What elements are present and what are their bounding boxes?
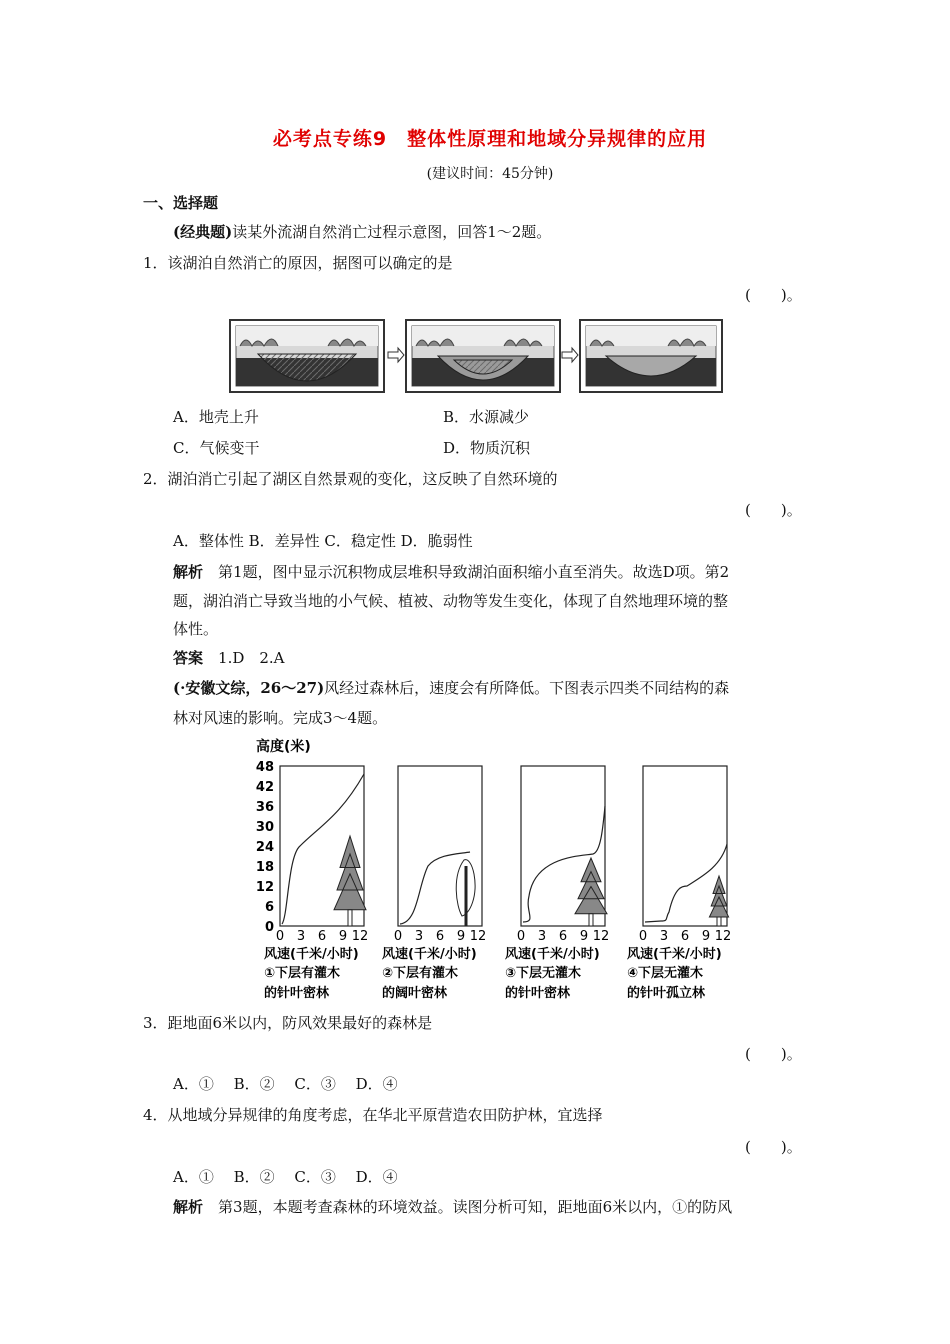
lake-stage-2-image [406,320,560,392]
x-tick-label: 9 [338,929,348,944]
analysis-2-line-1: 解析 第3题，本题考查森林的环境效益。读图分析可知，距地面6米以内，①的防风 [173,1198,733,1216]
y-tick-label: 36 [255,800,274,815]
analysis-1-line-2: 题，湖泊消亡导致当地的小气候、植被、动物等发生变化，体现了自然地理环境的整 [173,592,729,610]
y-tick-label: 48 [255,760,274,775]
question-1-option-b[interactable]: B．水源减少 [443,408,530,426]
y-tick-label: 18 [255,860,274,875]
x-tick-label: 6 [317,929,327,944]
page-title: 必考点专练9 整体性原理和地域分异规律的应用 [272,128,708,150]
intro-1-tag: (经典题) [173,223,233,241]
y-tick-label: 0 [264,920,274,935]
y-tick-label: 12 [255,880,274,895]
x-tick-label: 6 [558,929,568,944]
question-1-blank: ( )。 [745,286,802,304]
x-tick-label: 9 [579,929,589,944]
intro-1-text: 读某外流湖自然消亡过程示意图，回答1～2题。 [232,223,552,241]
x-axis-label: 风速(千米/小时) [382,947,477,962]
chart-panel [627,766,731,1001]
x-tick-label: 3 [659,929,669,944]
question-2-stem: 2．湖泊消亡引起了湖区自然景观的变化，这反映了自然环境的 [143,470,558,488]
analysis-1-line-3: 体性。 [173,620,219,638]
question-3-stem: 3．距地面6米以内，防风效果最好的森林是 [143,1014,433,1032]
chart-y-label: 高度(米) [256,739,311,755]
x-tick-label: 3 [296,929,306,944]
panel-caption-1: ④下层无灌木 [627,966,704,981]
panel-caption-2: 的阔叶密林 [382,986,448,1001]
chart-panel [382,766,486,1001]
suggested-time: (建议时间：45分钟) [426,166,554,182]
x-tick-label: 3 [414,929,424,944]
intro-2-line-1: (·安徽文综，26～27)风经过森林后，速度会有所降低。下图表示四类不同结构的森 [173,679,730,697]
chart-panel [505,766,609,1001]
x-axis-label: 风速(千米/小时) [264,947,359,962]
y-tick-label: 24 [255,840,274,855]
question-3-options[interactable]: A．① B．② C．③ D．④ [173,1075,398,1093]
question-1-option-c[interactable]: C．气候变干 [173,439,260,457]
y-tick-label: 30 [255,820,274,835]
answer-1: 答案 1.D 2.A [173,649,285,667]
x-tick-label: 3 [537,929,547,944]
question-2-options[interactable]: A．整体性 B．差异性 C．稳定性 D．脆弱性 [173,532,473,550]
x-tick-label: 12 [592,929,610,944]
question-1-option-a[interactable]: A．地壳上升 [173,408,259,426]
x-tick-label: 0 [393,929,403,944]
x-tick-label: 9 [456,929,466,944]
question-1-stem: 1．该湖泊自然消亡的原因，据图可以确定的是 [143,254,453,272]
intro-2-line-2: 林对风速的影响。完成3～4题。 [173,709,388,727]
arrow-2 [562,348,578,362]
x-axis-label: 风速(千米/小时) [627,947,722,962]
answer-label: 答案 [173,649,204,667]
x-tick-label: 12 [714,929,732,944]
panel-caption-2: 的针叶密林 [505,986,571,1001]
y-tick-label: 42 [255,780,274,795]
y-tick-label: 6 [264,900,274,915]
question-3-blank: ( )。 [745,1045,802,1063]
x-tick-label: 0 [275,929,285,944]
panel-caption-1: ①下层有灌木 [264,966,341,981]
analysis-label: 解析 [173,563,204,581]
chart-panel [264,766,368,1001]
question-4-options[interactable]: A．① B．② C．③ D．④ [173,1168,398,1186]
intro-2-tag: (·安徽文综，26～27) [173,679,325,697]
arrow-1 [388,348,404,362]
x-tick-label: 12 [469,929,487,944]
question-4-stem: 4．从地域分异规律的角度考虑，在华北平原营造农田防护林，宜选择 [143,1106,603,1124]
panel-caption-2: 的针叶孤立林 [627,986,706,1001]
panel-caption-1: ②下层有灌木 [382,966,459,981]
tree-trunk [589,914,593,926]
x-axis-label: 风速(千米/小时) [505,947,600,962]
section-heading: 一、选择题 [143,194,219,212]
analysis-1-line-1: 解析 第1题，图中显示沉积物成层堆积导致湖泊面积缩小直至消失。故选D项。第2 [173,563,730,581]
question-4-blank: ( )。 [745,1138,802,1156]
x-tick-label: 9 [701,929,711,944]
lake-stage-3-image [580,320,722,392]
x-tick-label: 6 [680,929,690,944]
x-tick-label: 0 [638,929,648,944]
panel-caption-1: ③下层无灌木 [505,966,582,981]
lake-process-figure [228,318,724,394]
tree-trunk [717,917,721,926]
intro-1 [173,221,551,242]
x-tick-label: 12 [351,929,369,944]
lake-stage-1-image [230,320,384,392]
analysis-label: 解析 [173,1198,204,1216]
tree-trunk [348,910,352,926]
panel-caption-2: 的针叶密林 [264,986,330,1001]
question-1-option-d[interactable]: D．物质沉积 [443,439,531,457]
x-tick-label: 0 [516,929,526,944]
x-tick-label: 6 [435,929,445,944]
question-2-blank: ( )。 [745,501,802,519]
wind-speed-chart [250,736,760,1006]
